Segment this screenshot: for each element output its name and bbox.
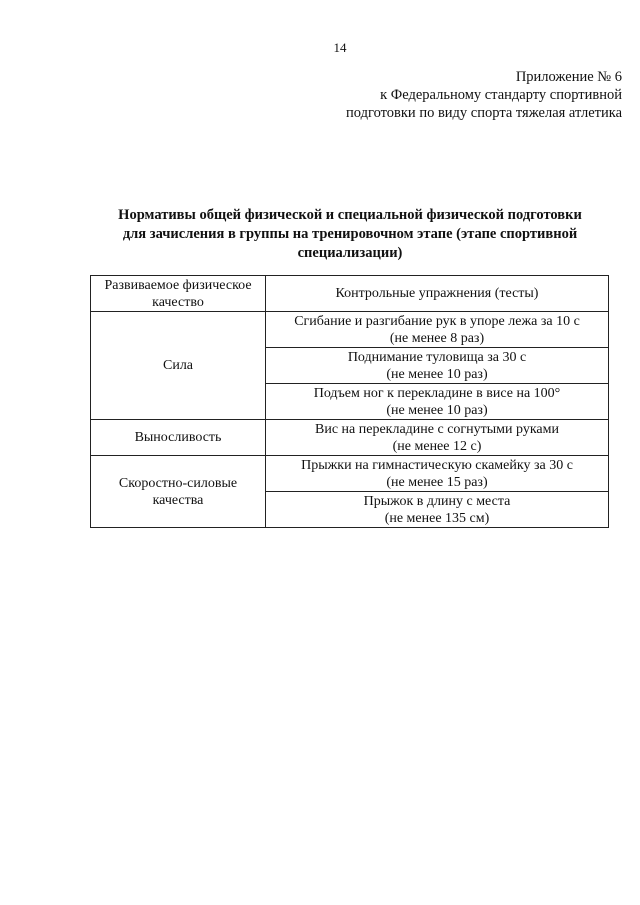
quality-cell — [91, 456, 266, 528]
test-cell — [266, 492, 609, 528]
header-quality — [91, 276, 266, 312]
appendix-line: Приложение № 6 — [515, 69, 622, 85]
title-line: Нормативы общей физической и специальной физической подготовки — [118, 207, 582, 223]
test-name: Прыжок в длину с места — [363, 493, 511, 509]
test-name: Подъем ног к перекладине в висе на 100° — [313, 385, 561, 401]
header-tests: Контрольные упражнения (тесты) — [266, 276, 609, 312]
appendix-header — [346, 68, 622, 122]
quality-label: качества — [152, 492, 204, 508]
table-header-row — [91, 276, 609, 312]
title-line: для зачисления в группы на тренировочном этапе (этапе спортивной — [122, 226, 578, 242]
document-title — [70, 206, 630, 263]
test-norm: (не менее 12 с) — [392, 438, 482, 454]
test-cell — [266, 384, 609, 420]
quality-label: Сила — [162, 358, 194, 373]
header-quality-line: качество — [152, 294, 204, 310]
test-norm: (не менее 15 раз) — [386, 474, 488, 490]
test-name: Сгибание и разгибание рук в упоре лежа за 10 с — [294, 313, 580, 329]
appendix-line: подготовки по виду спорта тяжелая атлетика — [346, 105, 622, 121]
table-row — [91, 420, 609, 456]
test-cell — [266, 348, 609, 384]
table-row — [91, 312, 609, 348]
test-cell — [266, 456, 609, 492]
test-cell — [266, 312, 609, 348]
table-row — [91, 456, 609, 492]
title-line: специализации) — [297, 245, 403, 261]
test-norm: (не менее 10 раз) — [386, 402, 488, 418]
quality-cell — [91, 420, 266, 456]
test-name: Вис на перекладине с согнутыми руками — [314, 421, 559, 437]
norms-table — [90, 275, 609, 528]
quality-cell — [91, 312, 266, 420]
header-quality-line: Развиваемое физическое — [104, 277, 252, 293]
test-norm: (не менее 10 раз) — [386, 366, 488, 382]
page-number: 14 — [333, 40, 347, 55]
test-cell — [266, 420, 609, 456]
quality-label: Выносливость — [134, 430, 222, 445]
appendix-line: к Федеральному стандарту спортивной — [380, 87, 622, 103]
test-name: Поднимание туловища за 30 с — [347, 349, 527, 365]
quality-label: Скоростно-силовые — [118, 475, 238, 491]
test-name: Прыжки на гимнастическую скамейку за 30 с — [301, 457, 573, 473]
test-norm: (не менее 8 раз) — [389, 330, 485, 346]
test-norm: (не менее 135 см) — [384, 510, 490, 526]
